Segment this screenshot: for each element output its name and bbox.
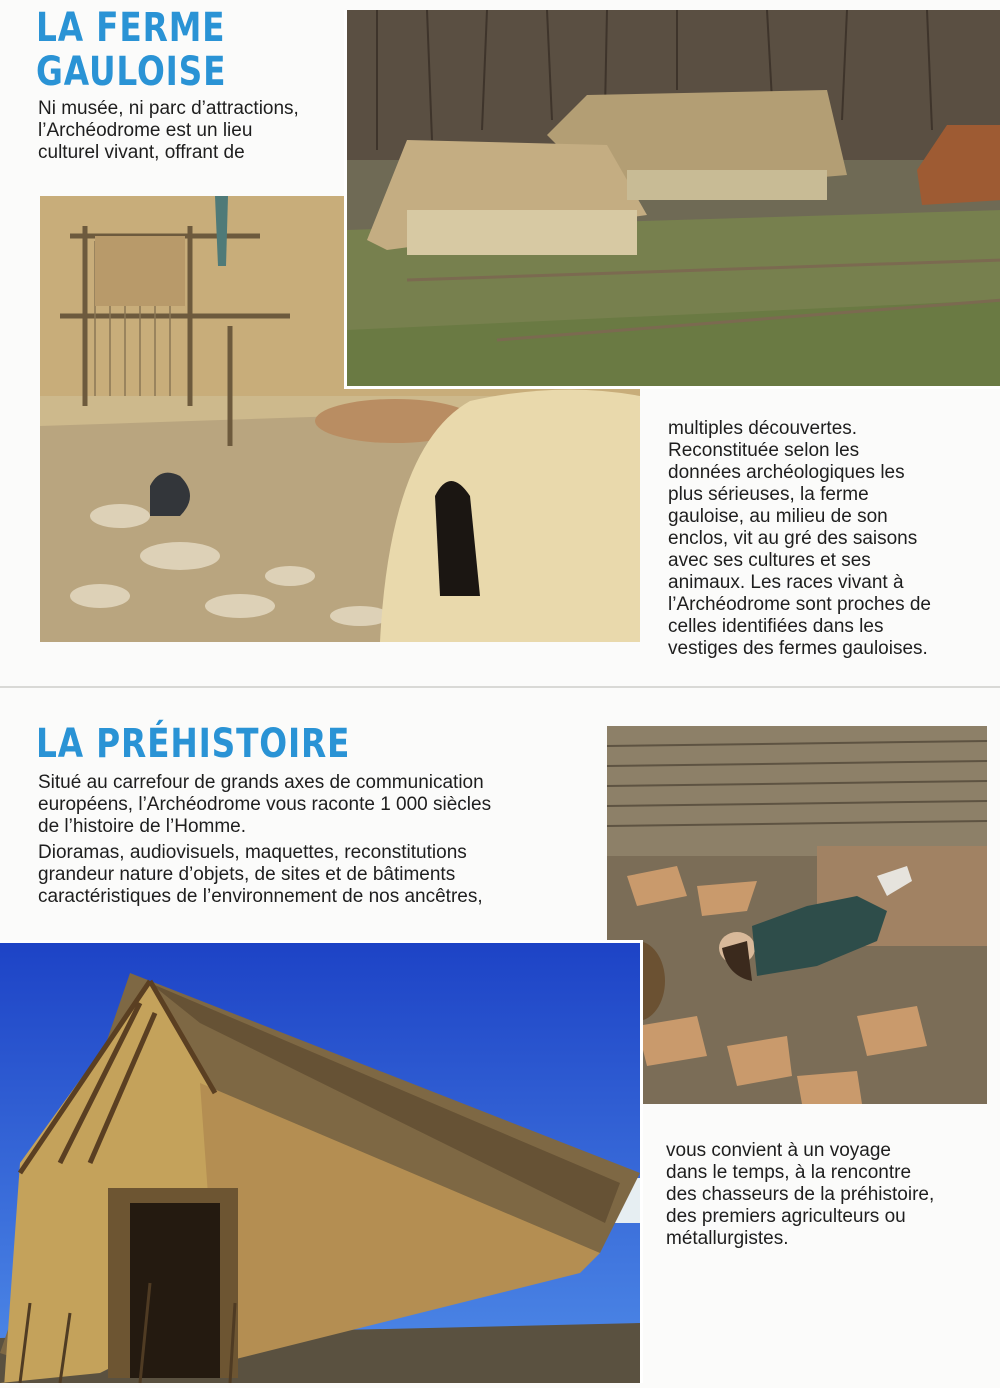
intro-text [38,98,338,164]
text-line: métallurgistes. [666,1228,789,1249]
text-line: Situé au carrefour de grands axes de communication [38,772,484,793]
text-line: grandeur nature d’objets, de sites et de bâtiments [38,864,456,885]
photo-gaulish-farm [344,10,1000,389]
photo-burial [607,726,987,1104]
text-line: animaux. Les races vivant à [668,572,904,593]
text-line: des chasseurs de la préhistoire, [666,1184,935,1205]
text-line: multiples découvertes. [668,418,858,439]
intro-paragraph-1 [38,772,578,838]
continuation-text [666,1140,986,1250]
title-line-2: GAULOISE [36,49,227,95]
text-line: de l’histoire de l’Homme. [38,816,247,837]
text-line: données archéologiques les [668,462,905,483]
section-title [36,6,268,94]
text-line: des premiers agriculteurs ou [666,1206,906,1227]
text-line: dans le temps, à la rencontre [666,1162,912,1183]
title-line-1: LA FERME [36,5,226,51]
page-divider [0,686,1000,688]
text-line: caractéristiques de l’environnement de nos ancêtres, [38,886,483,907]
intro-paragraph-2 [38,842,578,908]
text-line: l’Archéodrome est un lieu [38,120,253,141]
text-line: celles identifiées dans les [668,616,884,637]
text-line: gauloise, au milieu de son [668,506,888,527]
text-line: plus sérieuses, la ferme [668,484,869,505]
text-line: l’Archéodrome sont proches de [668,594,931,615]
text-line: avec ses cultures et ses [668,550,871,571]
photo-prehistoric-house [0,940,643,1383]
text-line: enclos, vit au gré des saisons [668,528,918,549]
text-line: culturel vivant, offrant de [38,142,245,163]
text-line: vestiges des fermes gauloises. [668,638,928,659]
text-line: vous convient à un voyage [666,1140,891,1161]
text-line: Reconstituée selon les [668,440,860,461]
title: LA PRÉHISTOIRE [36,721,351,767]
section-title [36,722,419,766]
text-line: Dioramas, audiovisuels, maquettes, reconstitutions [38,842,467,863]
text-line: européens, l’Archéodrome vous raconte 1 000 siècles [38,794,492,815]
text-line: Ni musée, ni parc d’attractions, [38,98,299,119]
continuation-text [668,418,988,660]
